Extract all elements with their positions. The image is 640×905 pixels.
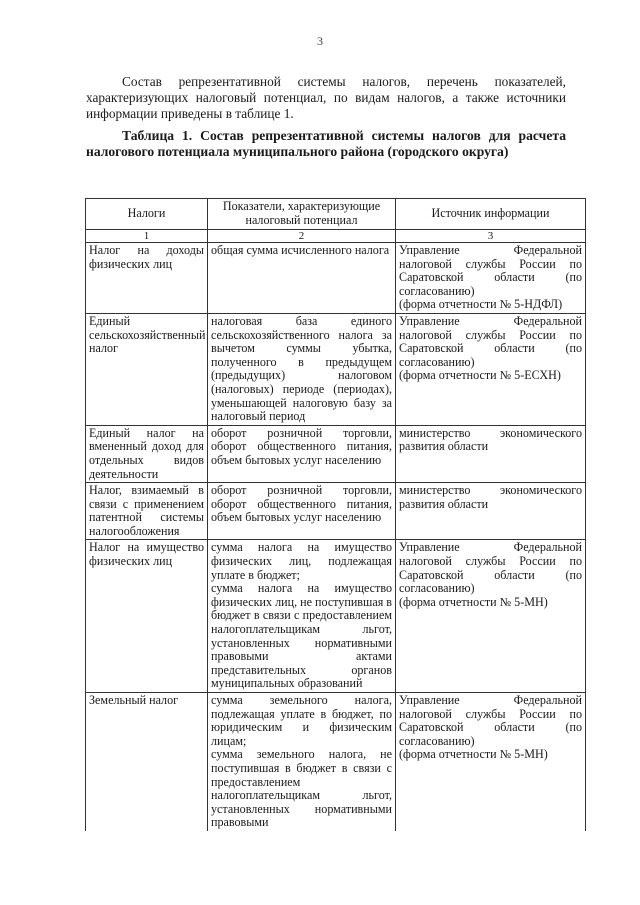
source-cell: Управление Федеральной налоговой службы России по Саратовской области (по согласованию) (форма отчетности № 5-ЕСХН) (396, 313, 586, 425)
table-header-row (86, 199, 586, 230)
source-cell: министерство экономического развития области (396, 483, 586, 540)
tax-system-table (85, 198, 586, 831)
header-source: Источник информации (396, 199, 586, 230)
tax-name-cell: Налог на доходы физических лиц (86, 243, 208, 314)
tax-name-cell: Земельный налог (86, 693, 208, 831)
source-cell: министерство экономического развития области (396, 425, 586, 482)
column-number: 2 (208, 230, 396, 243)
source-cell: Управление Федеральной налоговой службы России по Саратовской области (по согласованию) (форма отчетности № 5-МН) (396, 540, 586, 693)
table-row (86, 313, 586, 425)
table-row (86, 540, 586, 693)
column-number: 1 (86, 230, 208, 243)
indicator-cell: общая сумма исчисленного налога (208, 243, 396, 314)
indicator-cell: сумма земельного налога, подлежащая уплате в бюджет, по юридическим и физическим лицам; сумма земельного налога, не поступившая в бюджет в связи с предоставлением налогоплательщикам льгот, установленных нормативными правовыми (208, 693, 396, 831)
header-taxes: Налоги (86, 199, 208, 230)
table-column-numbers-row (86, 230, 586, 243)
table-row (86, 425, 586, 482)
tax-name-cell: Налог, взимаемый в связи с применением патентной системы налогообложения (86, 483, 208, 540)
indicator-cell: оборот розничной торговли, оборот общественного питания, объем бытовых услуг населению (208, 483, 396, 540)
indicator-cell: сумма налога на имущество физических лиц, подлежащая уплате в бюджет; сумма налога на имущество физических лиц, не поступившая в бюджет в связи с предоставлением налогоплательщикам льгот, установленных нормативными правовыми актами представительных органов муниципальных образований (208, 540, 396, 693)
page-number: 3 (317, 34, 323, 48)
table-row (86, 483, 586, 540)
tax-name-cell: Единый сельскохозяйственный налог (86, 313, 208, 425)
table-title: Таблица 1. Состав репрезентативной системы налогов для расчета налогового потенциала муниципального района (городского округа) (86, 128, 566, 159)
table-row (86, 243, 586, 314)
header-indicators: Показатели, характеризующие налоговый потенциал (208, 199, 396, 230)
tax-name-cell: Налог на имущество физических лиц (86, 540, 208, 693)
intro-paragraph: Состав репрезентативной системы налогов, перечень показателей, характеризующих налоговый потенциал, по видам налогов, а также источники информации приведены в таблице 1. (86, 74, 566, 121)
indicator-cell: оборот розничной торговли, оборот общественного питания, объем бытовых услуг населению (208, 425, 396, 482)
table-row (86, 693, 586, 831)
source-cell: Управление Федеральной налоговой службы России по Саратовской области (по согласованию) (форма отчетности № 5-НДФЛ) (396, 243, 586, 314)
source-cell: Управление Федеральной налоговой службы России по Саратовской области (по согласованию) (форма отчетности № 5-МН) (396, 693, 586, 831)
tax-name-cell: Единый налог на вмененный доход для отдельных видов деятельности (86, 425, 208, 482)
column-number: 3 (396, 230, 586, 243)
indicator-cell: налоговая база единого сельскохозяйственного налога за вычетом суммы убытка, полученного в предыдущем (предыдущих) налоговом (налоговых) периоде (периодах), уменьшающей налоговую базу за налоговый период (208, 313, 396, 425)
